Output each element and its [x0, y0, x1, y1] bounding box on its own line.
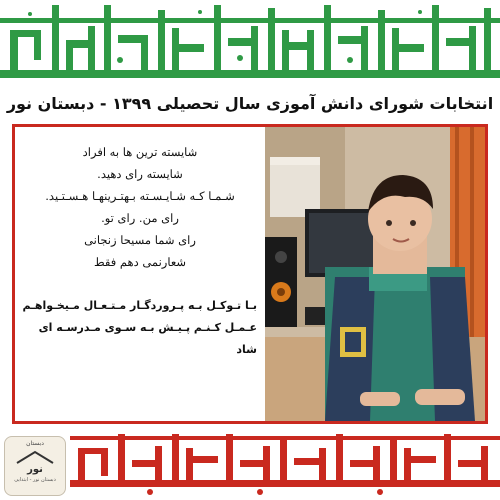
campaign-message: [15, 127, 265, 421]
candidate-name-line: رای شما مسیحا زنجانی: [84, 233, 196, 247]
candidate-photo: [265, 127, 485, 421]
school-logo: [4, 436, 66, 496]
message-line: شـمـا کـه شـایـسـته بـهتـرینهـا هـسـتـید.: [45, 189, 235, 203]
logo-caption: دبستان نور - ابتدایی: [14, 477, 56, 483]
message-line: رای من. رای تو.: [101, 211, 179, 225]
candidate-portrait-illustration: [265, 127, 485, 421]
logo-school-name: نور: [27, 464, 43, 475]
message-line: شاد: [236, 343, 257, 356]
message-line: شعارنمی دهم فقط: [93, 255, 187, 269]
roof-icon: [15, 450, 55, 464]
election-headline: انتخابات شورای دانش آموزی سال تحصیلی ۱۳۹۹ - دبستان نور: [0, 88, 500, 120]
message-line: عـمـل کـنـم پـیـش بـه سـوی مـدرسـه ای: [38, 321, 257, 334]
kufic-pattern-green: [0, 0, 500, 88]
message-line: شایسته رای دهید.: [97, 167, 183, 181]
top-calligraphy-banner: [0, 0, 500, 88]
logo-small-text: دبستان: [26, 440, 44, 447]
kufic-pattern-red: [0, 430, 500, 500]
message-line: شایسته ترین ها به افراد: [82, 145, 198, 159]
message-line: بـا تـوکـل بـه پـروردگـار مـتـعـال مـیخـواهـم: [22, 299, 257, 312]
bottom-calligraphy-banner: [0, 430, 500, 500]
candidate-card: [12, 124, 488, 424]
